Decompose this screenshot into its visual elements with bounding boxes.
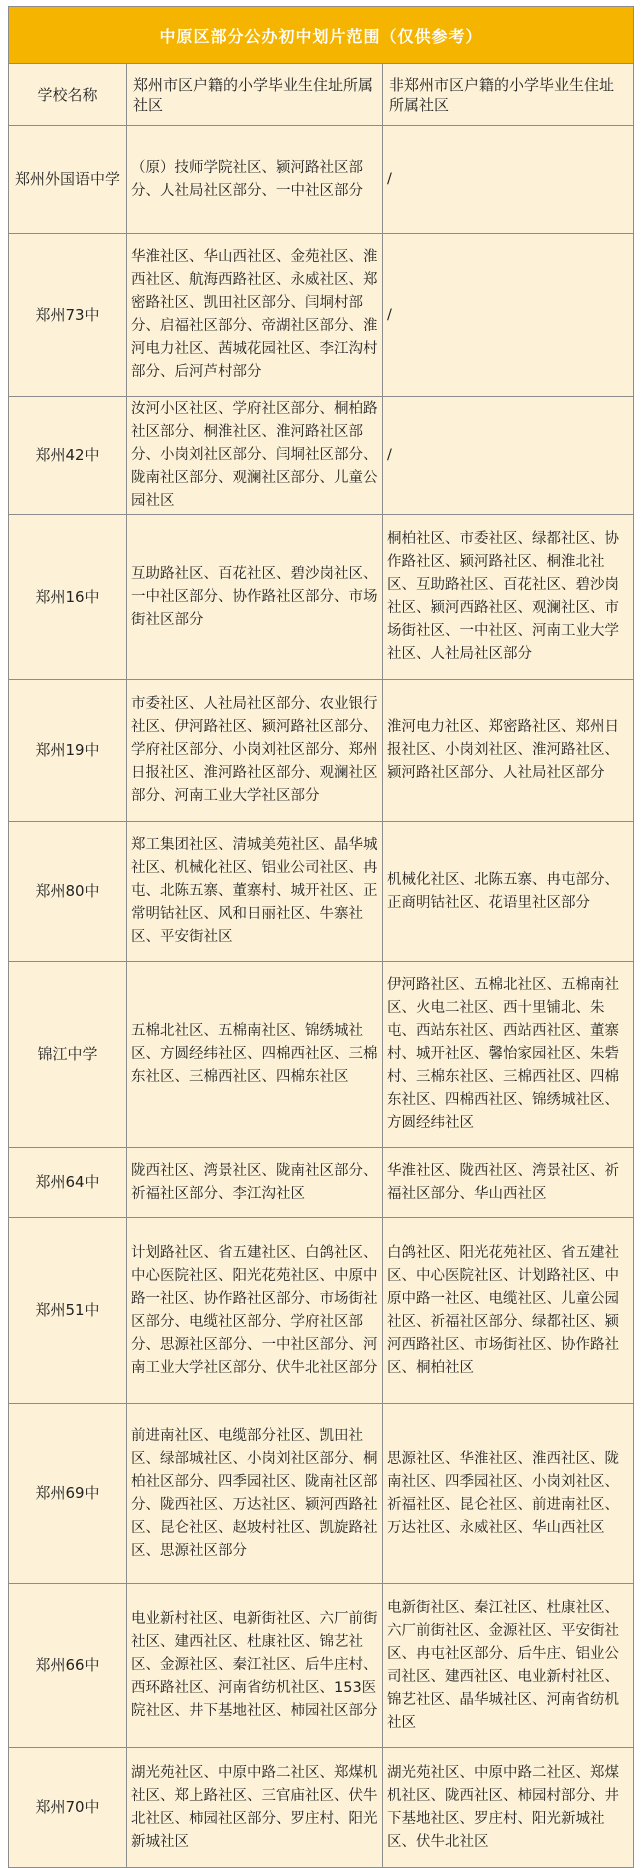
local-communities: （原）技师学院社区、颍河路社区部分、人社局社区部分、一中社区部分 xyxy=(127,126,383,234)
table-row xyxy=(9,680,634,822)
table-title: 中原区部分公办初中划片范围（仅供参考） xyxy=(9,7,634,64)
local-communities: 互助路社区、百花社区、碧沙岗社区、一中社区部分、协作路社区部分、市场街社区部分 xyxy=(127,515,383,680)
local-communities: 电业新村社区、电新街社区、六厂前街社区、建西社区、杜康社区、锦艺社区、金源社区、秦江社区、后牛庄村、西环路社区、河南省纺机社区、153医院社区、井下基地社区、柿园社区部分 xyxy=(127,1584,383,1748)
nonlocal-communities: 白鸽社区、阳光花苑社区、省五建社区、中心医院社区、计划路社区、中原中路一社区、电缆社区、儿童公园社区、祈福社区部分、绿都社区、颍河西路社区、市场街社区、协作路社区、桐柏社区 xyxy=(383,1218,634,1404)
nonlocal-communities: 机械化社区、北陈五寨、冉屯部分、正商明钴社区、花语里社区部分 xyxy=(383,822,634,962)
nonlocal-communities: 湖光苑社区、中原中路二社区、郑煤机社区、陇西社区、柿园村部分、井下基地社区、罗庄村、阳光新城社区、伏牛北社区 xyxy=(383,1748,634,1868)
table-row xyxy=(9,1148,634,1218)
local-communities: 陇西社区、湾景社区、陇南社区部分、祈福社区部分、李江沟社区 xyxy=(127,1148,383,1218)
school-name: 郑州51中 xyxy=(9,1218,127,1404)
local-communities: 计划路社区、省五建社区、白鸽社区、中心医院社区、阳光花苑社区、中原中路一社区、协作路社区部分、市场街社区部分、电缆社区部分、学府社区部分、思源社区部分、一中社区部分、河南工业大学社区部分、伏牛北社区部分 xyxy=(127,1218,383,1404)
school-name: 郑州73中 xyxy=(9,234,127,397)
nonlocal-communities: 华淮社区、陇西社区、湾景社区、祈福社区部分、华山西社区 xyxy=(383,1148,634,1218)
table-row xyxy=(9,1584,634,1748)
table-row xyxy=(9,234,634,397)
table-row xyxy=(9,1218,634,1404)
nonlocal-communities: 伊河路社区、五棉北社区、五棉南社区、火电二社区、西十里铺北、朱屯、西站东社区、西站西社区、董寨村、城开社区、馨怡家园社区、朱砦村、三棉东社区、三棉西社区、四棉东社区、四棉西社区、锦绣城社区、方圆经纬社区 xyxy=(383,962,634,1148)
school-name: 郑州16中 xyxy=(9,515,127,680)
local-communities: 汝河小区社区、学府社区部分、桐柏路社区部分、桐淮社区、淮河路社区部分、小岗刘社区部分、闫垌社区部分、陇南社区部分、观澜社区部分、儿童公园社区 xyxy=(127,397,383,515)
header-nonlocal-residents: 非郑州市区户籍的小学毕业生住址所属社区 xyxy=(383,64,634,126)
nonlocal-communities: 思源社区、华淮社区、淮西社区、陇南社区、四季园社区、小岗刘社区、祈福社区、昆仑社区、前进南社区、万达社区、永威社区、华山西社区 xyxy=(383,1404,634,1584)
school-name: 郑州70中 xyxy=(9,1748,127,1868)
local-communities: 郑工集团社区、清城美苑社区、晶华城社区、机械化社区、铝业公司社区、冉屯、北陈五寨、董寨村、城开社区、正常明钴社区、风和日丽社区、牛寨社区、平安街社区 xyxy=(127,822,383,962)
local-communities: 湖光苑社区、中原中路二社区、郑煤机社区、郑上路社区、三官庙社区、伏牛北社区、柿园社区部分、罗庄村、阳光新城社区 xyxy=(127,1748,383,1868)
school-name: 郑州64中 xyxy=(9,1148,127,1218)
local-communities: 市委社区、人社局社区部分、农业银行社区、伊河路社区、颍河路社区部分、学府社区部分、小岗刘社区部分、郑州日报社区、淮河路社区部分、观澜社区部分、河南工业大学社区部分 xyxy=(127,680,383,822)
school-name: 郑州66中 xyxy=(9,1584,127,1748)
nonlocal-communities: 淮河电力社区、郑密路社区、郑州日报社区、小岗刘社区、淮河路社区、颍河路社区部分、人社局社区部分 xyxy=(383,680,634,822)
school-name: 郑州外国语中学 xyxy=(9,126,127,234)
table-row xyxy=(9,822,634,962)
local-communities: 五棉北社区、五棉南社区、锦绣城社区、方圆经纬社区、四棉西社区、三棉东社区、三棉西社区、四棉东社区 xyxy=(127,962,383,1148)
local-communities: 前进南社区、电缆部分社区、凯田社区、绿部城社区、小岗刘社区部分、桐柏社区部分、四季园社区、陇南社区部分、陇西社区、万达社区、颍河西路社区、昆仑社区、赵坡村社区、凯旋路社区、思源社区部分 xyxy=(127,1404,383,1584)
school-name: 郑州80中 xyxy=(9,822,127,962)
local-communities: 华淮社区、华山西社区、金苑社区、淮西社区、航海西路社区、永威社区、郑密路社区、凯田社区部分、闫垌村部分、启福社区部分、帝湖社区部分、淮河电力社区、茜城花园社区、李江沟村部分、后河芦村部分 xyxy=(127,234,383,397)
table-row xyxy=(9,962,634,1148)
nonlocal-communities: / xyxy=(383,397,634,515)
school-name: 锦江中学 xyxy=(9,962,127,1148)
nonlocal-communities: / xyxy=(383,234,634,397)
header-local-residents: 郑州市区户籍的小学毕业生住址所属社区 xyxy=(127,64,383,126)
table-row xyxy=(9,515,634,680)
school-name: 郑州69中 xyxy=(9,1404,127,1584)
allocation-table xyxy=(8,6,634,1868)
school-name: 郑州42中 xyxy=(9,397,127,515)
header-school-name: 学校名称 xyxy=(9,64,127,126)
table-row xyxy=(9,1748,634,1868)
table-row xyxy=(9,1404,634,1584)
nonlocal-communities: 电新街社区、秦江社区、杜康社区、六厂前街社区、金源社区、平安街社区、冉屯社区部分、后牛庄、铝业公司社区、建西社区、电业新村社区、锦艺社区、晶华城社区、河南省纺机社区 xyxy=(383,1584,634,1748)
nonlocal-communities: / xyxy=(383,126,634,234)
school-name: 郑州19中 xyxy=(9,680,127,822)
nonlocal-communities: 桐柏社区、市委社区、绿都社区、协作路社区、颍河路社区、桐淮北社区、互助路社区、百花社区、碧沙岗社区、颍河西路社区、观澜社区、市场街社区、一中社区、河南工业大学社区、人社局社区部分 xyxy=(383,515,634,680)
table-row xyxy=(9,397,634,515)
allocation-table-container xyxy=(8,6,633,1868)
table-row xyxy=(9,126,634,234)
